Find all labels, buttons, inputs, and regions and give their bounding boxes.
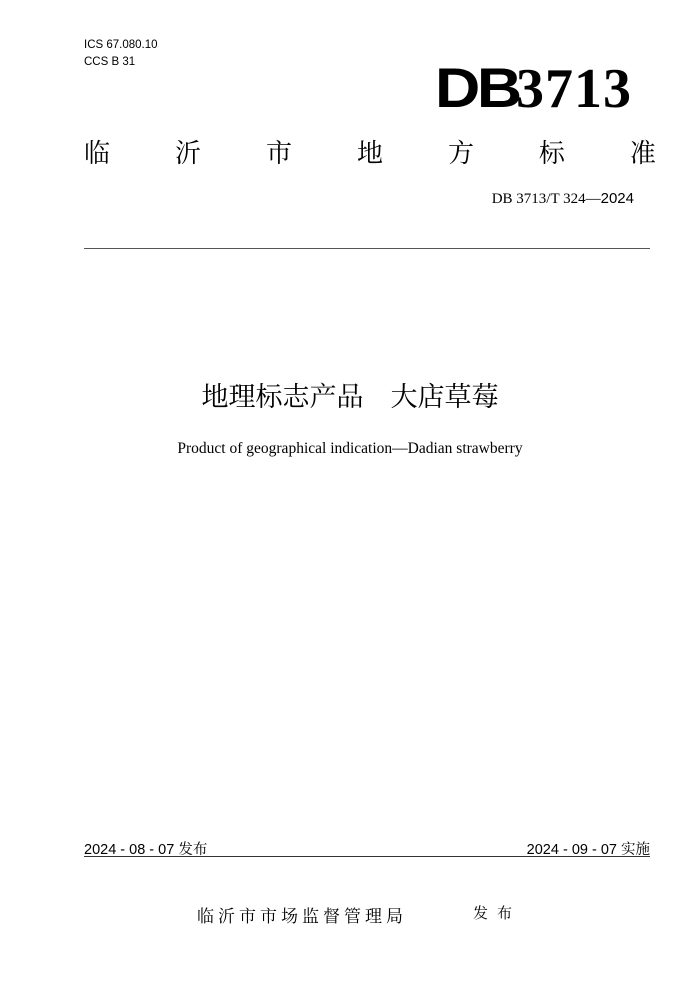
standard-type-char: 临 — [84, 139, 111, 169]
issuing-authority: 临沂市市场监督管理局 — [197, 907, 407, 927]
standard-number-year: 2024 — [600, 190, 634, 207]
standard-number-code: DB 3713/T 324— — [491, 191, 601, 207]
standard-type-char: 沂 — [174, 139, 201, 169]
standard-type-heading — [84, 134, 656, 174]
standard-type-char: 地 — [356, 139, 383, 169]
publish-date: 2024 - 08 - 07 发布 — [84, 842, 208, 858]
classification-codes — [84, 37, 158, 71]
standard-type-char: 准 — [629, 139, 656, 169]
standard-type-char: 市 — [265, 139, 292, 169]
ics-code: ICS 67.080.10 — [84, 39, 158, 51]
implement-date: 2024 - 09 - 07 实施 — [526, 842, 650, 858]
code-number: 3713 — [516, 58, 632, 120]
standard-type-char: 方 — [447, 139, 474, 169]
standard-number — [492, 190, 634, 208]
issue-label: 发布 — [473, 904, 522, 922]
document-title-en: Product of geographical indication—Dadian strawberry — [177, 440, 523, 457]
footer-divider — [84, 856, 650, 857]
local-standard-code — [435, 56, 632, 120]
document-title-zh: 地理标志产品 大店草莓 — [201, 382, 499, 413]
standard-type-char: 标 — [538, 139, 565, 169]
header-divider — [84, 248, 650, 249]
code-prefix: DB — [435, 56, 519, 119]
ccs-code: CCS B 31 — [84, 56, 136, 68]
